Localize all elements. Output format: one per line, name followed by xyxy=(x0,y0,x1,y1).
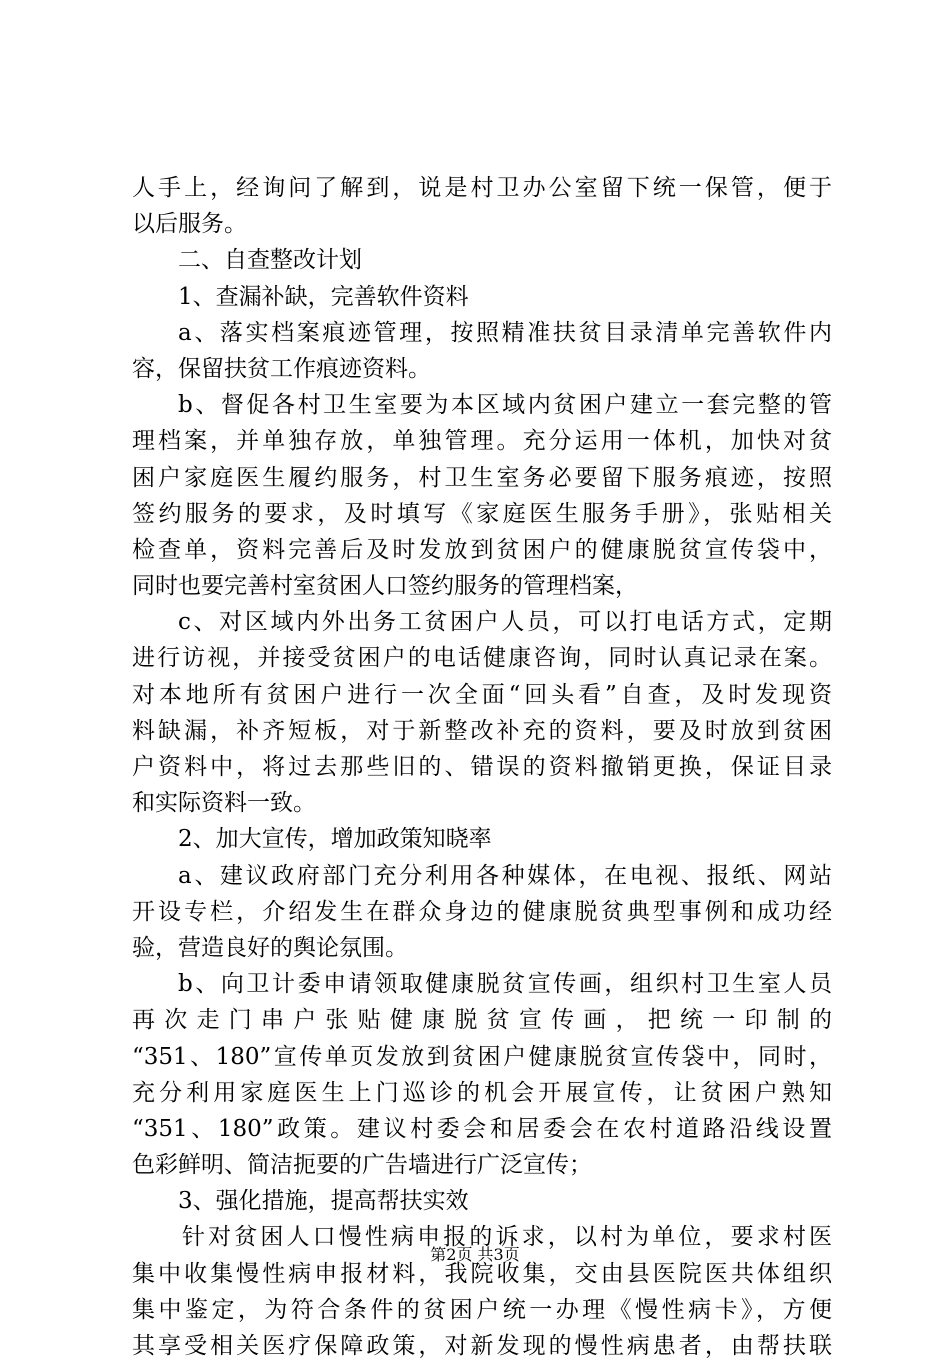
page-footer xyxy=(0,1242,950,1265)
page-number-label: 第2页 共3页 xyxy=(430,1245,520,1264)
text-line: 开设专栏，介绍发生在群众身边的健康脱贫典型事例和成功经 xyxy=(132,898,832,925)
text-line: 充分利用家庭医生上门巡诊的机会开展宣传，让贫困户熟知 xyxy=(132,1079,832,1106)
text-line: 人手上，经询问了解到，说是村卫办公室留下统一保管，便于 xyxy=(132,175,832,201)
subsection-heading: 2、加大宣传，增加政策知晓率 xyxy=(178,826,492,853)
text-line: 户资料中，将过去那些旧的、错误的资料撤销更换，保证目录 xyxy=(132,754,832,780)
text-line: 签约服务的要求，及时填写《家庭医生服务手册》，张贴相关 xyxy=(132,500,832,527)
text-line: 容，保留扶贫工作痕迹资料。 xyxy=(132,355,431,382)
text-line: 集中收集慢性病申报材料，我院收集，交由县医院医共体组织 xyxy=(132,1260,832,1287)
text-line: 料缺漏，补齐短板，对于新整改补充的资料，要及时放到贫困 xyxy=(132,717,832,744)
text-line: b、督促各村卫生室要为本区域内贫困户建立一套完整的管 xyxy=(178,392,832,419)
text-line: “351、180”政策。建议村委会和居委会在农村道路沿线设置 xyxy=(132,1115,832,1142)
text-line: 再次走门串户张贴健康脱贫宣传画，把统一印制的 xyxy=(132,1007,832,1034)
text-line: 检查单，资料完善后及时发放到贫困户的健康脱贫宣传袋中， xyxy=(132,536,832,563)
text-line: c、对区域内外出务工贫困户人员，可以打电话方式，定期 xyxy=(178,609,832,636)
text-line: 验，营造良好的舆论氛围。 xyxy=(132,934,408,961)
text-line: 其享受相关医疗保障政策，对新发现的慢性病患者，由帮扶联 xyxy=(132,1333,832,1359)
text-line: 同时也要完善村室贫困人口签约服务的管理档案， xyxy=(132,573,638,600)
text-line: a、落实档案痕迹管理，按照精准扶贫目录清单完善软件内 xyxy=(178,319,832,346)
text-line: 和实际资料一致。 xyxy=(132,790,316,817)
text-line: “351、180”宣传单页发放到贫困户健康脱贫宣传袋中，同时， xyxy=(132,1043,832,1070)
text-line: 进行访视，并接受贫困户的电话健康咨询，同时认真记录在案。 xyxy=(132,645,832,672)
text-line: 针对贫困人口慢性病申报的诉求，以村为单位，要求村医 xyxy=(182,1224,832,1251)
text-line: 色彩鲜明、简洁扼要的广告墙进行广泛宣传； xyxy=(132,1152,592,1179)
subsection-heading: 3、强化措施，提高帮扶实效 xyxy=(178,1188,469,1215)
text-line: b、向卫计委申请领取健康脱贫宣传画，组织村卫生室人员 xyxy=(178,971,832,998)
text-line: 以后服务。 xyxy=(132,211,247,238)
subsection-heading: 1、查漏补缺，完善软件资料 xyxy=(178,283,469,310)
text-line: 困户家庭医生履约服务，村卫生室务必要留下服务痕迹，按照 xyxy=(132,464,832,491)
text-line: 集中鉴定，为符合条件的贫困户统一办理《慢性病卡》，方便 xyxy=(132,1296,832,1323)
text-line: 对本地所有贫困户进行一次全面“回头看”自查，及时发现资 xyxy=(132,681,832,708)
section-heading: 二、自查整改计划 xyxy=(178,247,362,274)
text-line: 理档案，并单独存放，单独管理。充分运用一体机，加快对贫 xyxy=(132,428,832,455)
text-line: a、建议政府部门充分利用各种媒体，在电视、报纸、网站 xyxy=(178,862,832,889)
document-body xyxy=(132,170,832,1364)
